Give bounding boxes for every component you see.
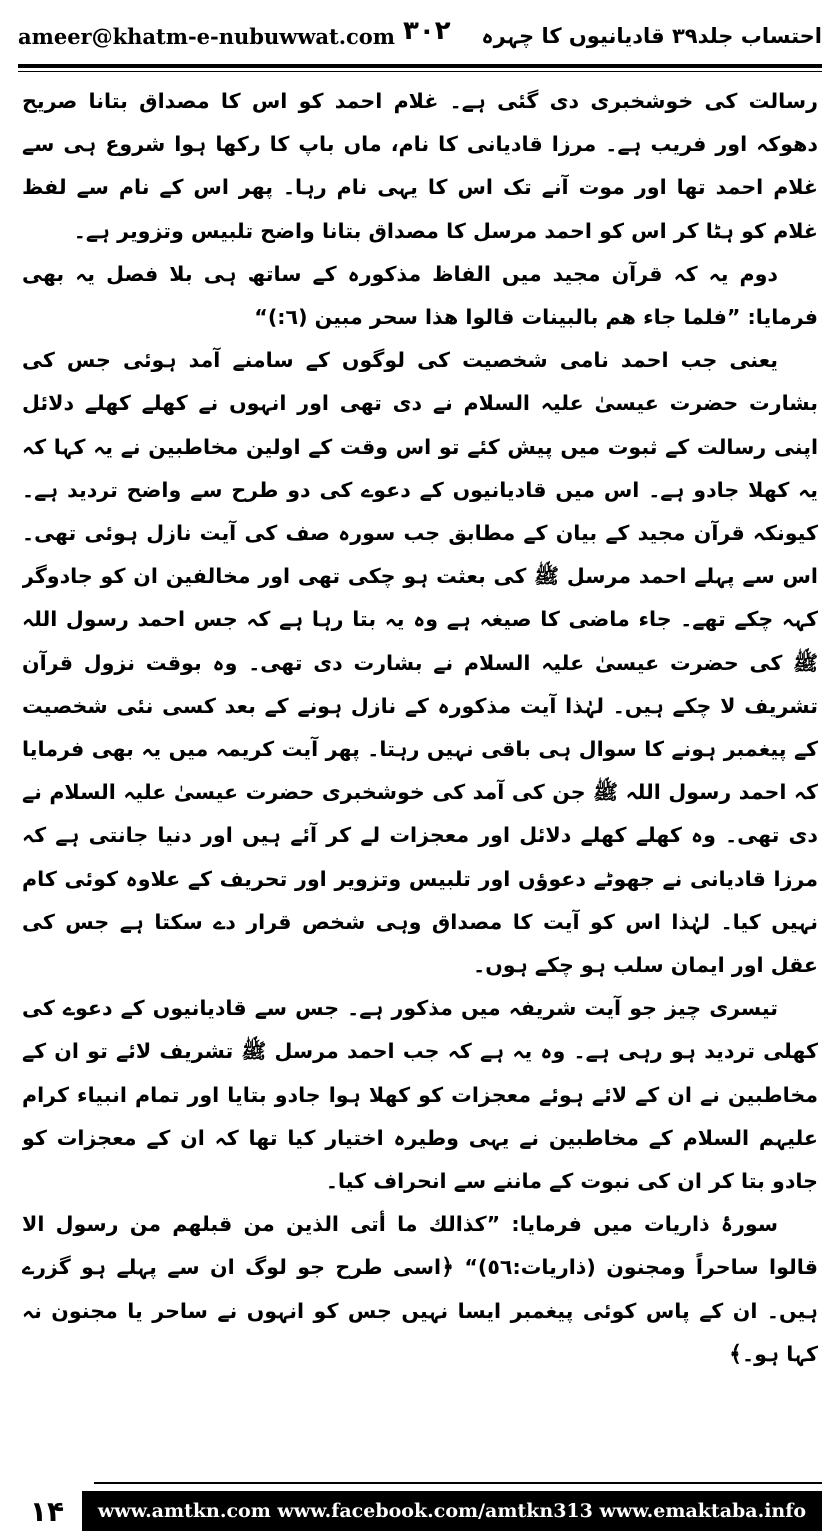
- footer-rule: [94, 1482, 822, 1484]
- paragraph-5: [22, 1203, 818, 1376]
- paragraph-1-line-4: وتزویر ہے۔: [73, 218, 184, 243]
- quote-close-2: “: [453, 1255, 478, 1280]
- paragraph-1-line-1: رسالت کی خوشخبری دی گئی ہے۔ غلام احمد کو اس کا مصداق بتانا صریح دھوکہ اور فریب ہے۔: [22, 89, 818, 157]
- paragraph-2: [22, 253, 818, 339]
- paragraph-3: یعنی جب احمد نامی شخصیت کی لوگوں کے سامنے آمد ہوئی جس کی بشارت حضرت عیسیٰ علیہ السلام نے دی تھی اور انہوں نے کھلے کھلے دلائل اپنی رسالت کے ثبوت میں پیش کئے تو اس وقت کے اولین مخاطبین نے یہ کہا کہ یہ کھلا جادو ہے۔ اس میں قادیانیوں کے دعوے کی دو طرح سے واضح تردید ہے۔ کیونکہ قرآن مجید کے بیان کے مطابق جب سورہ صف کی آیت نازل ہوئی تھی۔ اس سے پہلے احمد مرسل ﷺ کی بعثت ہو چکی تھی اور مخالفین ان کو جادوگر کہہ چکے تھے۔ جاء ماضی کا صیغہ ہے وہ یہ بتا رہا ہے کہ جس احمد رسول اللہ ﷺ کی حضرت عیسیٰ علیہ السلام نے بشارت دی تھی۔ وہ بوقت نزول قرآن تشریف لا چکے ہیں۔ لہٰذا آیت مذکورہ کے نازل ہونے کے بعد کسی نئی شخصیت کے پیغمبر ہونے کا سوال ہی باقی نہیں رہتا۔ پھر آیت کریمہ میں یہ بھی فرمایا کہ احمد رسول اللہ ﷺ جن کی آمد کی خوشخبری حضرت عیسیٰ علیہ السلام نے دی تھی۔ وہ کھلے کھلے دلائل اور معجزات لے کر آئے ہیں اور دنیا جانتی ہے کہ مرزا قادیانی نے جھوٹے دعوؤں اور تلبیس وتزویر اور تحریف کے علاوہ کوئی کام نہیں کیا۔ لہٰذا اس کو آیت کا مصداق وہی شخص قرار دے سکتا ہے جس کی عقل اور ایمان سلب ہو چکے ہوں۔: [22, 348, 818, 978]
- paragraph-1-line-2: مرزا قادیانی کا نام، ماں باپ کا رکھا ہوا شروع ہی سے غلام احمد تھا اور موت آنے تک اس کا: [22, 132, 818, 200]
- paragraph-1: [22, 80, 818, 253]
- translation-text: اسی طرح جو لوگ ان سے پہلے ہو گزرے ہیں۔ ان کے پاس کوئی پیغمبر ایسا نہیں جس کو انہوں نے ساحر یا مجنون نہ کہا ہو۔: [22, 1255, 818, 1366]
- ornament-open-symbol: ﴿: [441, 1255, 454, 1281]
- footer-page-number: ۱۴: [29, 1494, 65, 1528]
- paragraph-5-intro: سورۂ ذاریات میں فرمایا: ”: [486, 1212, 778, 1237]
- quran-quote-2: كذالك ما أتى الذين من قبلهم من رسول الا قالوا ساحراً ومجنون (ذاريات:٥٦): [22, 1212, 818, 1280]
- header-rule-thick: [18, 64, 822, 68]
- quran-quote-1: فلما جاء هم بالبينات قالوا هذا سحر مبين (٦:): [267, 305, 727, 330]
- footer-links: www.amtkn.com www.facebook.com/amtkn313 www.emaktaba.info: [82, 1491, 822, 1531]
- header-book-title: احتساب جلد۳۹ قادیانیوں کا چہرہ: [481, 24, 822, 48]
- ornament-close-symbol: ﴾: [729, 1341, 742, 1367]
- paragraph-4: تیسری چیز جو آیت شریفہ میں مذکور ہے۔ جس سے قادیانیوں کے دعوے کی کھلی تردید ہو رہی ہے۔ وہ یہ ہے کہ جب احمد مرسل ﷺ تشریف لائے تو ان کے مخاطبین نے ان کے لائے ہوئے معجزات کو کھلا ہوا جادو بتایا اور تمام انبیاء کرام علیہم السلام کے مخاطبین نے یہی وطیرہ اختیار کیا تھا کہ ان کے معجزات کو جادو بتا کر ان کی نبوت کے ماننے سے انحراف کیا۔: [22, 996, 818, 1194]
- page-header: [18, 14, 822, 58]
- header-email: ameer@khatm-e-nubuwwat.com: [18, 23, 396, 49]
- quote-close-1: “: [254, 305, 268, 330]
- page-body: [22, 80, 818, 1480]
- paragraph-2-intro: دوم یہ کہ قرآن مجید میں الفاظ مذکورہ کے ساتھ ہی بلا فصل یہ بھی فرمایا: ”: [22, 261, 818, 330]
- paragraph-1-line-3: یہی نام رہا۔ پھر اس کے نام سے لفظ غلام کو ہٹا کر اس کو احمد مرسل کا مصداق بتانا واضح تلبیس: [22, 175, 818, 243]
- header-rule-thin: [18, 71, 822, 72]
- header-page-number: ۳۰۲: [403, 16, 451, 46]
- page-footer: [18, 1488, 822, 1534]
